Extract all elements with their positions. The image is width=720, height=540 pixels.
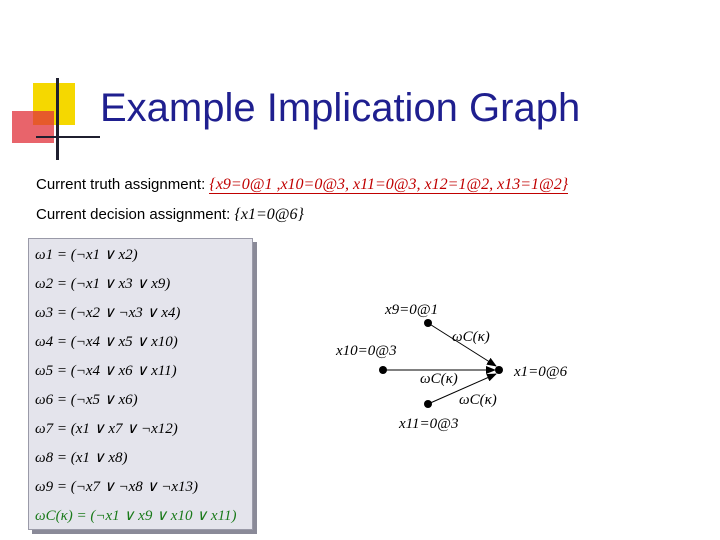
edge-label-x10: ωC(κ) [420, 371, 458, 387]
clause-1: ω1 = (¬x1 ∨ x2) [35, 247, 138, 263]
clause-4: ω4 = (¬x4 ∨ x5 ∨ x10) [35, 334, 178, 350]
node-x1 [495, 366, 503, 374]
decision-assignment-value: {x1=0@6} [234, 206, 304, 223]
node-x10 [379, 366, 387, 374]
node-x9-label: x9=0@1 [385, 302, 439, 318]
node-x11-label: x11=0@3 [399, 416, 459, 432]
truth-assignment-value: {x9=0@1 ,x10=0@3, x11=0@3, x12=1@2, x13=1@2} [209, 176, 569, 193]
edge-label-x11: ωC(κ) [459, 392, 497, 408]
node-x1-label: x1=0@6 [514, 364, 568, 380]
node-x11 [424, 400, 432, 408]
clause-7: ω7 = (x1 ∨ x7 ∨ ¬x12) [35, 421, 178, 437]
edge-label-x9: ωC(κ) [452, 329, 490, 345]
node-x10-label: x10=0@3 [336, 343, 397, 359]
clause-9: ω9 = (¬x7 ∨ ¬x8 ∨ ¬x13) [35, 479, 199, 495]
decision-assignment-label: Current decision assignment: [36, 206, 231, 223]
node-x9 [424, 319, 432, 327]
clause-6: ω6 = (¬x5 ∨ x6) [35, 392, 138, 408]
clause-2: ω2 = (¬x1 ∨ x3 ∨ x9) [35, 276, 171, 292]
truth-assignment-label: Current truth assignment: [36, 176, 206, 193]
clause-3: ω3 = (¬x2 ∨ ¬x3 ∨ x4) [35, 305, 181, 321]
conflict-clause: ωC(κ) = (¬x1 ∨ x9 ∨ x10 ∨ x11) [35, 508, 237, 524]
clause-8: ω8 = (x1 ∨ x8) [35, 450, 128, 466]
clause-5: ω5 = (¬x4 ∨ x6 ∨ x11) [35, 363, 177, 379]
page-title: Example Implication Graph [100, 86, 581, 130]
